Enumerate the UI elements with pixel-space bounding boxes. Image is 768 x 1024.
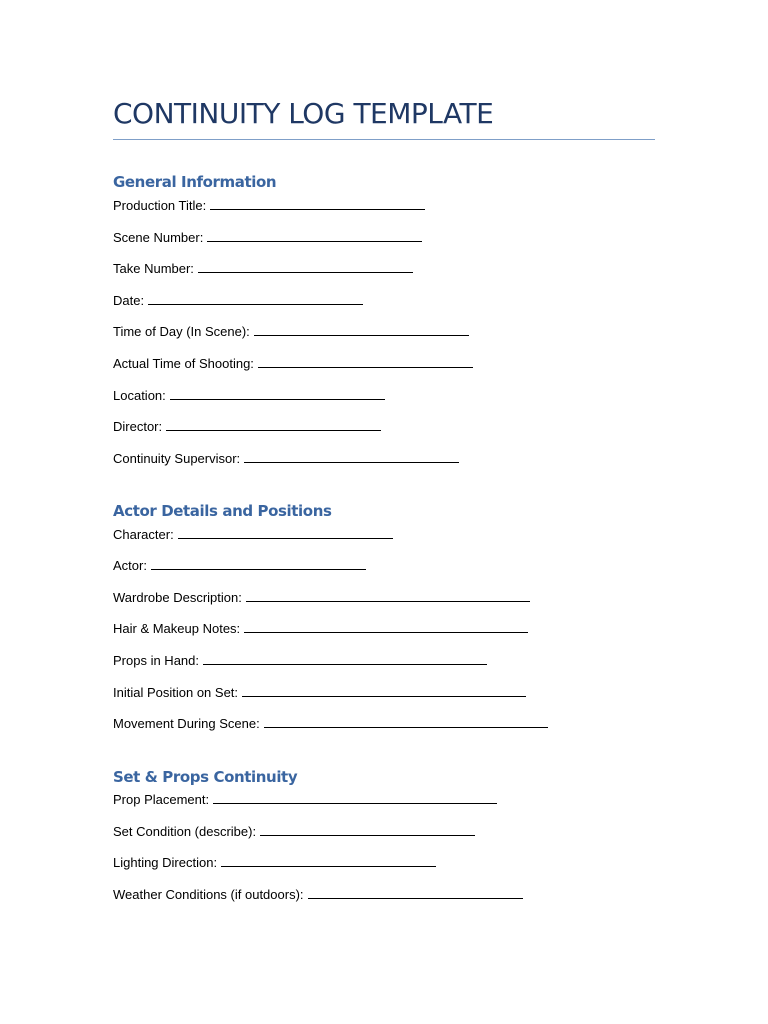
initial-position-blank[interactable] xyxy=(242,686,526,697)
field-label: Wardrobe Description: xyxy=(113,590,242,605)
field-date xyxy=(113,293,363,309)
field-label: Date: xyxy=(113,293,145,308)
prop-placement-blank[interactable] xyxy=(213,793,497,804)
director-blank[interactable] xyxy=(166,420,381,431)
field-label: Movement During Scene: xyxy=(113,716,260,731)
field-label: Character: xyxy=(113,527,174,542)
field-character xyxy=(113,527,393,543)
field-props-in-hand xyxy=(113,653,487,669)
field-label: Actor: xyxy=(113,558,147,573)
field-time-of-day xyxy=(113,324,469,340)
field-label: Scene Number: xyxy=(113,230,204,245)
field-label: Lighting Direction: xyxy=(113,855,218,870)
field-label: Prop Placement: xyxy=(113,792,210,807)
field-label: Actual Time of Shooting: xyxy=(113,356,254,371)
wardrobe-description-blank[interactable] xyxy=(246,591,530,602)
field-movement-during-scene xyxy=(113,716,548,732)
movement-during-scene-blank[interactable] xyxy=(264,717,548,728)
props-in-hand-blank[interactable] xyxy=(203,654,487,665)
field-actor xyxy=(113,558,366,574)
time-of-day-blank[interactable] xyxy=(254,325,469,336)
field-take-number xyxy=(113,261,413,277)
hair-makeup-notes-blank[interactable] xyxy=(244,622,528,633)
document-title: CONTINUITY LOG TEMPLATE xyxy=(113,97,494,130)
weather-conditions-blank[interactable] xyxy=(308,888,523,899)
section-heading-set-props-continuity: Set & Props Continuity xyxy=(113,768,298,786)
date-blank[interactable] xyxy=(148,294,363,305)
field-label: Time of Day (In Scene): xyxy=(113,324,250,339)
field-label: Take Number: xyxy=(113,261,194,276)
field-set-condition xyxy=(113,824,475,840)
field-prop-placement xyxy=(113,792,497,808)
actual-time-of-shooting-blank[interactable] xyxy=(258,357,473,368)
field-location xyxy=(113,388,385,404)
field-lighting-direction xyxy=(113,855,436,871)
take-number-blank[interactable] xyxy=(198,262,413,273)
character-blank[interactable] xyxy=(178,528,393,539)
set-condition-blank[interactable] xyxy=(260,825,475,836)
actor-blank[interactable] xyxy=(151,559,366,570)
field-continuity-supervisor xyxy=(113,451,459,467)
field-label: Props in Hand: xyxy=(113,653,199,668)
field-initial-position xyxy=(113,685,526,701)
section-heading-actor-details: Actor Details and Positions xyxy=(113,502,332,520)
field-scene-number xyxy=(113,230,422,246)
field-weather-conditions xyxy=(113,887,523,903)
title-divider xyxy=(113,139,655,140)
field-label: Continuity Supervisor: xyxy=(113,451,241,466)
field-label: Location: xyxy=(113,388,166,403)
field-label: Production Title: xyxy=(113,198,207,213)
lighting-direction-blank[interactable] xyxy=(221,856,436,867)
field-director xyxy=(113,419,381,435)
production-title-blank[interactable] xyxy=(210,199,425,210)
field-wardrobe-description xyxy=(113,590,530,606)
continuity-supervisor-blank[interactable] xyxy=(244,452,459,463)
field-label: Weather Conditions (if outdoors): xyxy=(113,887,304,902)
field-actual-time-of-shooting xyxy=(113,356,473,372)
scene-number-blank[interactable] xyxy=(207,231,422,242)
field-label: Hair & Makeup Notes: xyxy=(113,621,241,636)
field-label: Director: xyxy=(113,419,163,434)
field-label: Initial Position on Set: xyxy=(113,685,239,700)
section-heading-general-information: General Information xyxy=(113,173,277,191)
field-production-title xyxy=(113,198,425,214)
field-label: Set Condition (describe): xyxy=(113,824,257,839)
location-blank[interactable] xyxy=(170,389,385,400)
field-hair-makeup-notes xyxy=(113,621,528,637)
